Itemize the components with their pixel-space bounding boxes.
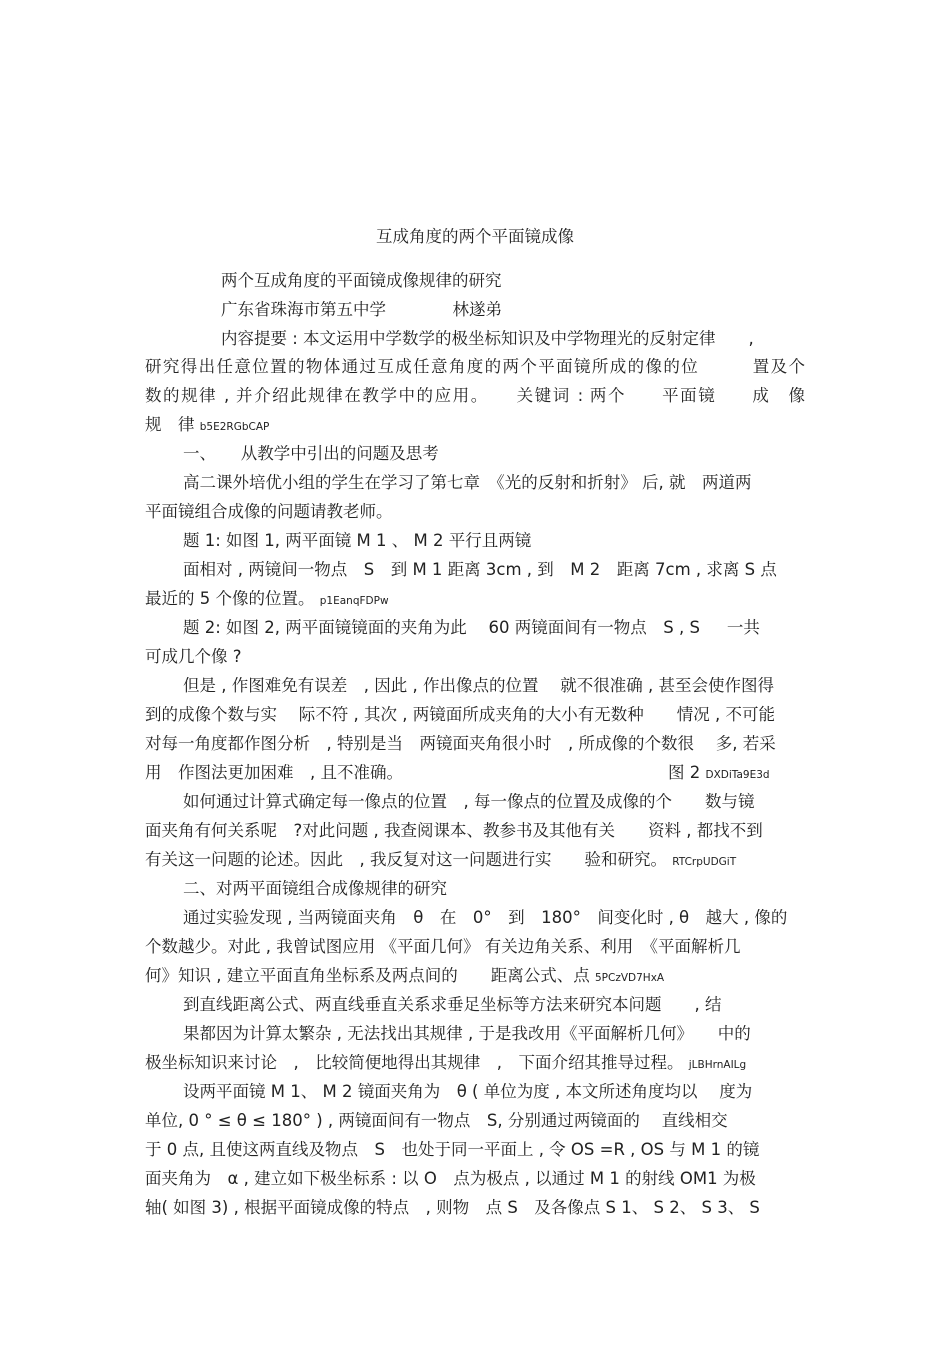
page-title: 互成角度的两个平面镜成像	[376, 227, 574, 246]
problem-line: 可成几个像 ?	[145, 647, 242, 666]
paragraph-line: 设两平面镜 M 1、 M 2 镜面夹角为 θ ( 单位为度 , 本文所述角度均以 度为	[183, 1082, 753, 1101]
section-heading: 一、 从教学中引出的问题及思考	[183, 444, 439, 463]
paragraph-line: 单位, 0 ° ≤ θ ≤ 180° ) , 两镜面间有一物点 S, 分别通过两镜面的 直线相交	[145, 1111, 728, 1130]
section-heading: 二、对两平面镜组合成像规律的研究	[183, 879, 447, 898]
figure-label: 图 2	[668, 763, 701, 782]
keyword-text: 规 律	[145, 415, 195, 434]
subtitle: 两个互成角度的平面镜成像规律的研究	[221, 271, 502, 290]
doc-code: b5E2RGbCAP	[199, 421, 270, 433]
school-name: 广东省珠海市第五中学	[221, 300, 386, 319]
paragraph-line: 个数越少。对此 , 我曾试图应用 《平面几何》 有关边角关系、利用 《平面解析几	[145, 937, 741, 956]
figure-ref	[668, 762, 770, 786]
paragraph-line: 面夹角为 α , 建立如下极坐标系 : 以 O 点为极点 , 以通过 M 1 的射线 OM1 为极	[145, 1169, 756, 1188]
keywords-line	[145, 414, 805, 438]
paragraph-line: 面夹角有何关系呢 ?对此问题 , 我查阅课本、教参书及其他有关 资料 , 都找不到	[145, 821, 763, 840]
paragraph-line	[145, 849, 805, 873]
paragraph-line	[145, 965, 805, 989]
paragraph-line: 平面镜组合成像的问题请教老师。	[145, 502, 393, 521]
paragraph-text: 极坐标知识来讨论 , 比较简便地得出其规律 , 下面介绍其推导过程。	[145, 1053, 684, 1072]
paragraph-line: 于 0 点, 且使这两直线及物点 S 也处于同一平面上 , 令 OS =R , OS 与 M 1 的镜	[145, 1140, 760, 1159]
doc-code: jLBHrnAILg	[688, 1059, 747, 1071]
problem-line: 面相对 , 两镜间一物点 S 到 M 1 距离 3cm , 到 M 2 距离 7cm , 求离 S 点	[183, 560, 777, 579]
abstract-line: 研究得出任意位置的物体通过互成任意角度的两个平面镜所成的像的位 置及个	[145, 357, 805, 376]
paragraph-text: 用 作图法更加困难 , 且不准确。	[145, 763, 403, 782]
problem-line	[145, 588, 805, 612]
paragraph-line	[145, 1052, 805, 1076]
paragraph-line: 如何通过计算式确定每一像点的位置 , 每一像点的位置及成像的个 数与镜	[183, 792, 755, 811]
paragraph-line: 到直线距离公式、两直线垂直关系求垂足坐标等方法来研究本问题 , 结	[183, 995, 722, 1014]
author-name: 林遂弟	[452, 300, 502, 319]
abstract-line: 数的规律 , 并介绍此规律在教学中的应用。 关键词 : 两个 平面镜 成 像	[145, 386, 805, 405]
author-line	[221, 299, 805, 321]
paragraph-line: 到的成像个数与实 际不符 , 其次 , 两镜面所成夹角的大小有无数种 情况 , 不可能	[145, 705, 775, 724]
paragraph-line: 高二课外培优小组的学生在学习了第七章 《光的反射和折射》 后, 就 两道两	[183, 473, 752, 492]
doc-code: RTCrpUDGiT	[672, 856, 737, 868]
paragraph-line: 果都因为计算太繁杂 , 无法找出其规律 , 于是我改用《平面解析几何》 中的	[183, 1024, 751, 1043]
paragraph-line	[145, 762, 805, 784]
paragraph-line: 但是 , 作图难免有误差 , 因此 , 作出像点的位置 就不很准确 , 甚至会使作图得	[183, 676, 774, 695]
doc-code: 5PCzVD7HxA	[595, 972, 665, 984]
paragraph-text: 何》知识 , 建立平面直角坐标系及两点间的 距离公式、点	[145, 966, 590, 985]
paragraph-line: 对每一角度都作图分析 , 特别是当 两镜面夹角很小时 , 所成像的个数很 多, 若采	[145, 734, 776, 753]
abstract-line: 内容提要 : 本文运用中学数学的极坐标知识及中学物理光的反射定律 ,	[221, 329, 754, 348]
doc-code: DXDiTa9E3d	[705, 769, 770, 781]
doc-code: p1EanqFDPw	[319, 595, 389, 607]
paragraph-line: 通过实验发现 , 当两镜面夹角 θ 在 0° 到 180° 间变化时 , θ 越大 , 像的	[183, 908, 788, 927]
problem-line: 题 1: 如图 1, 两平面镜 M 1 、 M 2 平行且两镜	[183, 531, 532, 550]
paragraph-line: 轴( 如图 3) , 根据平面镜成像的特点 , 则物 点 S 及各像点 S 1、 S 2、 S 3、 S	[145, 1198, 760, 1217]
paragraph-text: 有关这一问题的论述。因此 , 我反复对这一问题进行实 验和研究。	[145, 850, 667, 869]
problem-text: 最近的 5 个像的位置。	[145, 589, 315, 608]
problem-line: 题 2: 如图 2, 两平面镜镜面的夹角为此 60 两镜面间有一物点 S , S 一共	[183, 618, 760, 637]
